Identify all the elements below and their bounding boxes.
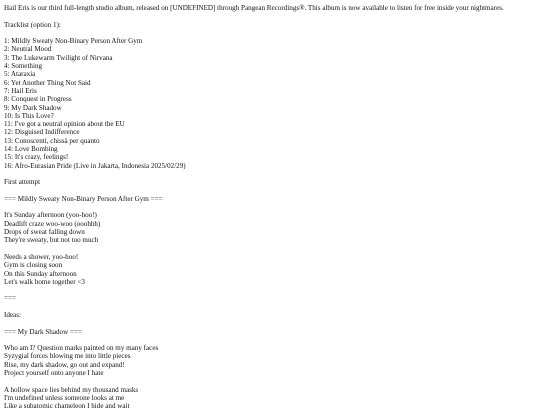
- lyric-line: I'm undefined unless someone looks at me: [4, 393, 125, 402]
- lyrics-verse: [4, 386, 536, 411]
- lyric-line: A hollow space lies behind my thousand masks: [4, 385, 139, 394]
- lyric-line: Deadlift craze woo-woo (ooohhh): [4, 219, 101, 228]
- track-item: 4: Something: [4, 62, 43, 71]
- track-item: 9: My Dark Shadow: [4, 103, 62, 112]
- tracklist-heading: Tracklist (option 1):: [4, 20, 61, 29]
- lyric-line: Needs a shower, yoo-hoo!: [4, 252, 79, 261]
- song-end-marker: ===: [4, 294, 17, 303]
- first-attempt-heading: First attempt: [4, 178, 41, 187]
- document-body: [4, 4, 536, 411]
- spacer: [4, 303, 536, 311]
- track-item: 8: Conquest in Progress: [4, 95, 72, 104]
- track-item: 1: Mildly Sweaty Non-Binary Person After Gym: [4, 37, 143, 46]
- spacer: [4, 12, 536, 20]
- lyric-line: Like a subatomic chameleon I hide and wait: [4, 402, 130, 411]
- track-item: 11: I've got a neutral opinion about the EU: [4, 120, 125, 129]
- lyric-line: Project yourself onto anyone I hate: [4, 369, 104, 378]
- track-item: 5: Ataraxia: [4, 70, 36, 79]
- track-item: 14: Love Bombing: [4, 145, 58, 154]
- ideas-heading: Ideas:: [4, 310, 21, 319]
- lyric-line: On this Sunday afternoon: [4, 269, 77, 278]
- spacer: [4, 336, 536, 344]
- lyric-line: Who am I? Question marks painted on my many faces: [4, 344, 159, 353]
- song-header: === Mildly Sweaty Non-Binary Person After Gym ===: [4, 194, 163, 203]
- lyrics-verse: [4, 344, 536, 377]
- song-header: === My Dark Shadow ===: [4, 327, 82, 336]
- lyric-line: Drops of sweat falling down: [4, 228, 85, 237]
- track-item: 16: Afro-Eurasian Pride (Live in Jakarta, Indonesia 2025/02/29): [4, 161, 186, 170]
- track-item: 7: Hail Eris: [4, 86, 37, 95]
- lyric-line: Rise, my dark shadow, go out and expand!: [4, 360, 125, 369]
- track-item: 2: Neutral Mood: [4, 45, 52, 54]
- spacer: [4, 170, 536, 178]
- lyric-line: Let's walk home together <3: [4, 277, 85, 286]
- track-item: 12: Disguised Indifference: [4, 128, 80, 137]
- track-item: 15: It's crazy, feelings!: [4, 153, 69, 162]
- spacer: [4, 319, 536, 327]
- spacer: [4, 286, 536, 294]
- lyrics-verse: [4, 253, 536, 286]
- track-item: 6: Yet Another Thing Not Said: [4, 78, 91, 87]
- spacer: [4, 203, 536, 211]
- lyric-line: They're sweaty, but not too much: [4, 236, 99, 245]
- spacer: [4, 29, 536, 37]
- track-item: 3: The Lukewarm Twilight of Nirvana: [4, 53, 113, 62]
- track-item: 13: Conoscenti, chissà per quanto: [4, 136, 100, 145]
- spacer: [4, 187, 536, 195]
- lyric-line: Gym is closing soon: [4, 261, 63, 270]
- lyric-line: Syzygial forces blowing me into little pieces: [4, 352, 131, 361]
- spacer: [4, 377, 536, 385]
- track-item: 10: Is This Love?: [4, 111, 54, 120]
- spacer: [4, 245, 536, 253]
- lyric-line: It's Sunday afternoon (yoo-hoo!): [4, 211, 97, 220]
- tracklist: [4, 37, 536, 170]
- lyrics-verse: [4, 211, 536, 244]
- intro-paragraph: Hail Eris is our third full-length studio album, released on [UNDEFINED] through Pangean Recordings®. This album is now available to listen for free inside your nightmares.: [4, 4, 504, 12]
